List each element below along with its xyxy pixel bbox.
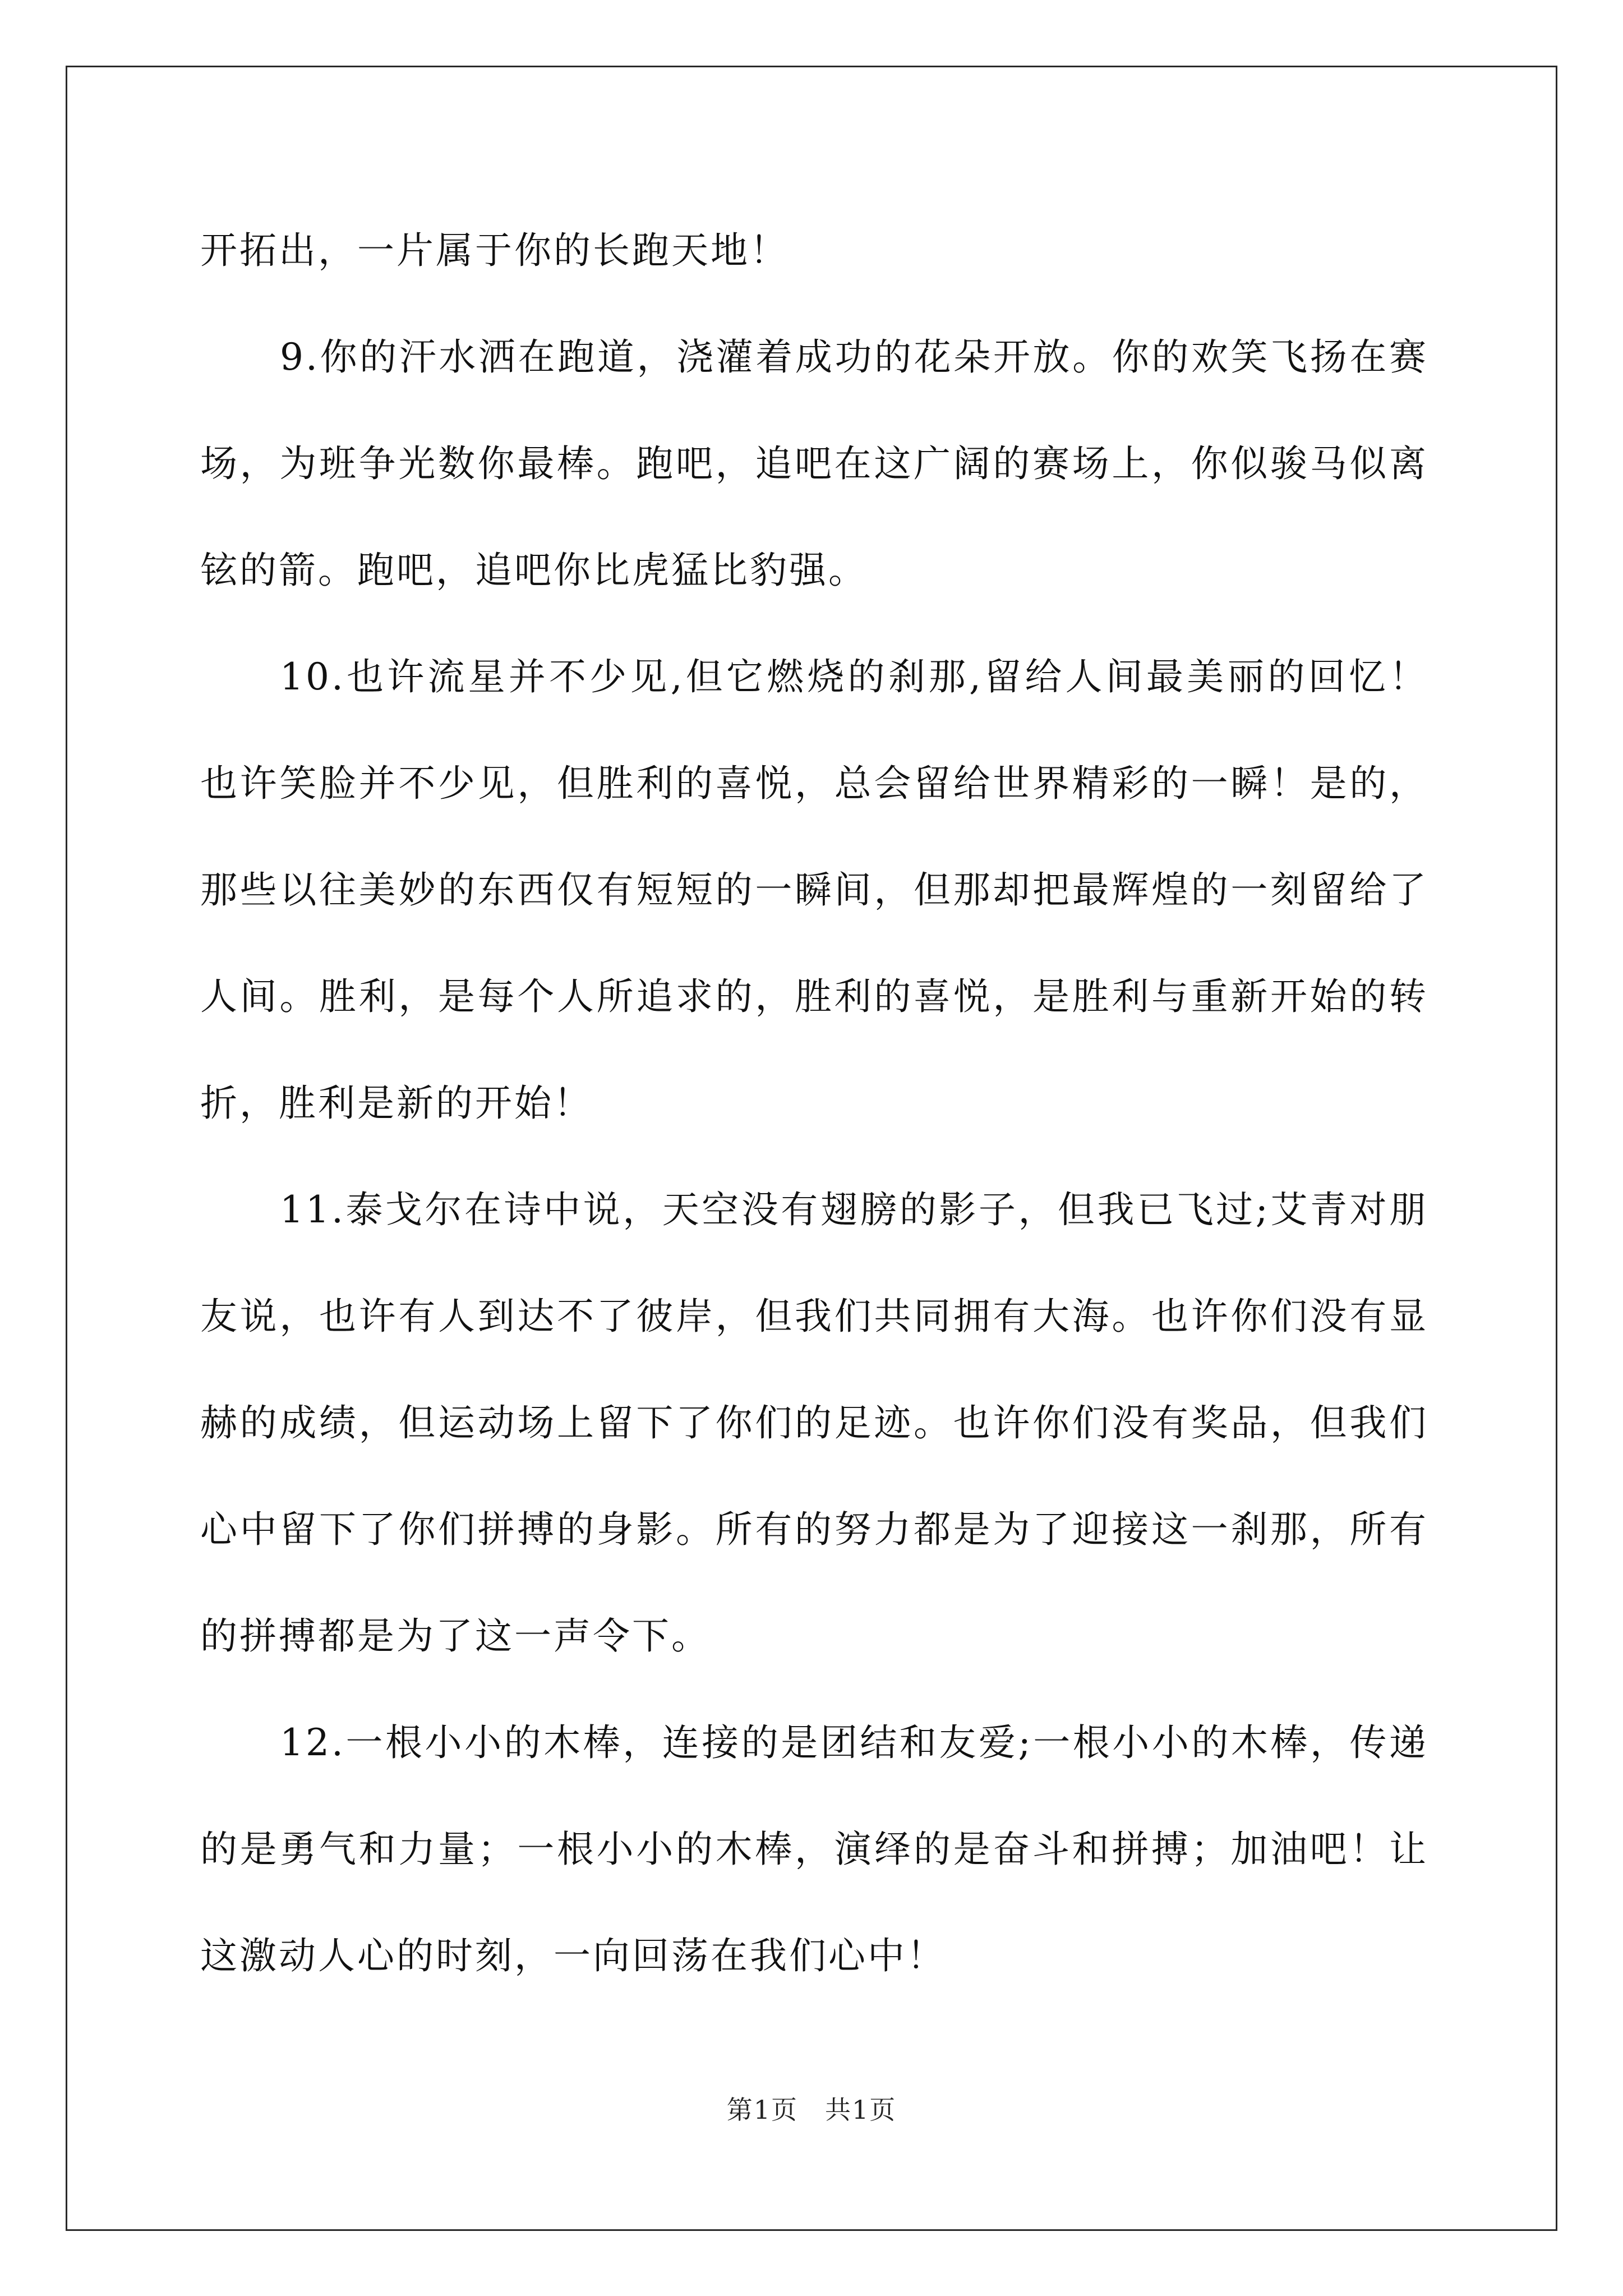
- paragraph-item-12: 12.一根小小的木棒，连接的是团结和友爱;一根小小的木棒，传递的是勇气和力量；一根小小的木棒，演绎的是奋斗和拼搏；加油吧！让这激动人心的时刻，一向回荡在我们心中！: [200, 1721, 1428, 1977]
- paragraph-item-9: 9.你的汗水洒在跑道，浇灌着成功的花朵开放。你的欢笑飞扬在赛场，为班争光数你最棒。跑吧，追吧在这广阔的赛场上，你似骏马似离铉的箭。跑吧，追吧你比虎猛比豹强。: [200, 335, 1428, 592]
- page-number-footer: 第1页 共1页: [726, 2095, 897, 2125]
- paragraph-item-11: 11.泰戈尔在诗中说，天空没有翅膀的影子，但我已飞过;艾青对朋友说，也许有人到达不了彼岸，但我们共同拥有大海。也许你们没有显赫的成绩，但运动场上留下了你们的足迹。也许你们没有奖品，但我们心中留下了你们拼搏的身影。所有的努力都是为了迎接这一刹那，所有的拼搏都是为了这一声令下。: [200, 1188, 1428, 1658]
- paragraph-item-10: 10.也许流星并不少见,但它燃烧的刹那,留给人间最美丽的回忆！也许笑脸并不少见，但胜利的喜悦，总会留给世界精彩的一瞬！是的，那些以往美妙的东西仅有短短的一瞬间，但那却把最辉煌的一刻留给了人间。胜利，是每个人所追求的，胜利的喜悦，是胜利与重新开始的转折，胜利是新的开始！: [200, 655, 1428, 1125]
- document-body: [200, 197, 1428, 2009]
- paragraph-continuation: 开拓出，一片属于你的长跑天地！: [200, 229, 789, 272]
